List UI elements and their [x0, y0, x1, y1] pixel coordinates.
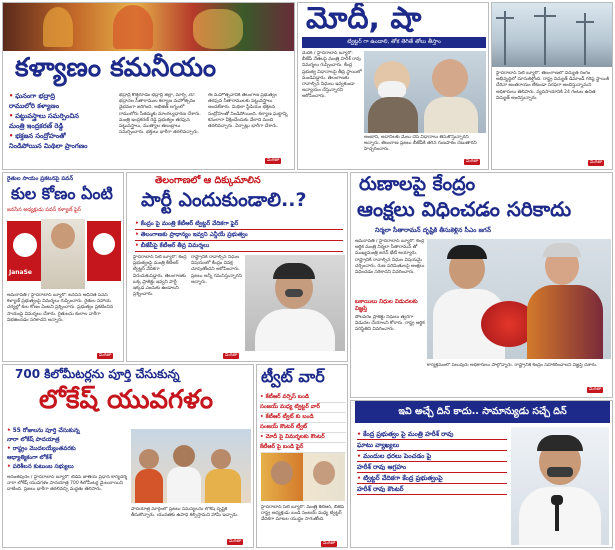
jagan-col1: అమరావతి / హైదరాబాద్ బ్యూరో: కేంద్ర ఆర్థిక మంత్రి నిర్మలా సీతారామన్ తో ముఖ్యమంత్రి జగన్ భేటీ అయ్యారు. రాష్ట్రానికి రావాల్సిన నిధుల విషయమై చర్చించారు. రుణ పరిమితులపై ఆంక్షలు విధించడం సరికాదని వివరించారు.	[355, 239, 425, 276]
pawan-kicker: రైతుల సాయం ప్రకటనపై పవన్	[7, 176, 74, 182]
lokesh-headline: లోకేష్ యువగళం	[39, 385, 214, 415]
lokesh-bullet: నారా లోకేష్ పాదయాత్ర	[7, 437, 60, 443]
tweet-photo	[261, 453, 345, 501]
panel-kalyanam	[2, 2, 295, 170]
kalyanam-headline: కళ్యాణం కమనీయం	[15, 53, 217, 83]
jagan-col2: పోలవరం ప్రాజెక్టు నిధులు త్వరగా విడుదల చేయాలని కోరారు. రాష్ట్ర ఆర్థిక పరిస్థితిని వివరించారు.	[355, 315, 425, 333]
panel-tweet-war	[256, 364, 348, 548]
power-photo	[492, 3, 613, 67]
more-link[interactable]: మిగతా	[225, 353, 238, 358]
modi-subtitle: ట్విట్టర్ గా ఉండాలి, తోక తెగితే తోలు తీస్తాం	[302, 37, 486, 48]
more-link[interactable]: మిగతా	[229, 539, 242, 544]
harish-headline: ఇవి అచ్చే దిన్ కాదు.. సామాన్యుడు సచ్చే దిన్	[355, 401, 610, 423]
kalyanam-bullet: రాములోరి కళ్యాణం	[9, 102, 60, 110]
kalyanam-bullet: మంత్రి ఇంద్రకరణ్ రెడ్డి	[9, 122, 64, 130]
tweet-headline: ట్వీట్ వార్	[261, 367, 325, 386]
lokesh-photo	[131, 429, 251, 503]
modi-photo	[364, 51, 486, 133]
panel-harish	[350, 400, 613, 548]
kalyanam-bullet: • ఘనంగా భద్రాద్రి	[9, 92, 55, 100]
jagan-headline1: రుణాలపై కేంద్రం	[359, 173, 476, 195]
tweet-bullet: • కేటీఆర్ ట్వీట్ కు బండి	[260, 413, 346, 423]
more-link[interactable]: మిగతా	[466, 159, 479, 164]
power-col1: హైదరాబాద్ సిటీ బ్యూరో: తెలంగాణలో విద్యుత్ రంగం అభివృద్ధిలో దూసుకెళ్తోంది. రాష్ట్ర విద్యుత్ డిమాండ్ గరిష్ఠ స్థాయికి చేరినా అంతరాయం లేకుండా సరఫరా అందిస్తున్నామని అధికారులు తెలిపారు. వ్యవసాయానికి 24 గంటల ఉచిత విద్యుత్ అందిస్తున్నారు.	[496, 71, 610, 101]
harish-bullet: • మందుల ధరలు పెంచడం పై	[357, 451, 507, 462]
jagan-photo	[427, 239, 611, 359]
panel-modi-shah	[297, 2, 489, 170]
lokesh-bullets	[7, 427, 127, 472]
modi-headline: మోదీ, షా	[306, 2, 422, 36]
more-link[interactable]: మిగతా	[589, 387, 602, 392]
jagan-col3: కార్యక్రమంలో పలువురు అధికారులు పాల్గొన్నారు. రాష్ట్రానికి కేంద్రం సహకరించాలని విజ్ఞప్తి చేశారు.	[427, 363, 598, 368]
ktr-bullets	[135, 219, 343, 252]
harish-bullet: హరీశ్ రావు ఆగ్రహం	[357, 462, 507, 473]
harish-bullet: ఘాటు వ్యాఖ్యలు	[357, 440, 507, 451]
panel-ktr	[126, 172, 348, 362]
panel-pawan	[2, 172, 124, 362]
kalyanam-bullets	[9, 91, 117, 151]
tweet-bullet: కేటీఆర్ పై బండి ఫైర్	[260, 443, 346, 453]
more-link[interactable]: మిగతా	[99, 353, 112, 358]
pawan-subtitle: జనసేన అధ్యక్షుడు పవన్ కళ్యాణ్ ఫైర్	[7, 207, 81, 213]
kalyanam-col2: ఈ మహోత్సవానికి తెలంగాణ ప్రభుత్వం తరఫున సీతారాములకు పట్టువస్త్రాలు అందజేశారు. మిథిలా స్టేడియం భక్తజన సంద్రోహంతో నిండిపోయింది. కల్యాణ ఘట్టాన్ని కనులారా వీక్షించేందుకు వేలాది మంది తరలివచ్చారు. ఏర్పాట్లు భారీగా చేశారు.	[208, 93, 288, 130]
harish-bullet: హరీశ్ రావు కౌంటర్	[357, 484, 507, 495]
harish-photo	[511, 427, 609, 545]
tweet-bullet: • మోదీ పై విమర్శలకు కౌంటర్	[260, 433, 346, 443]
more-link[interactable]: మిగతా	[267, 158, 280, 163]
lokesh-bullet: • 55 రోజులను పూర్తి చేసుకున్న	[7, 428, 80, 434]
jagan-quote-head: బకాయిలు నిధుల విడుదలకు విజ్ఞప్తి	[355, 299, 418, 312]
panel-jagan	[350, 172, 613, 398]
jagan-subtitle: నిర్మలా సీతారామన్ దృష్టికి తీసుకెళ్లిన సీఎం జగన్	[375, 227, 491, 234]
tweet-bullet: • కేటీఆర్ వర్సెస్ బండి	[260, 393, 346, 403]
kalyanam-bullet: నిండిపోయిన మిథిలా ప్రాంగణం	[9, 142, 88, 150]
kalyanam-col1: భద్రాద్రి కొత్తగూడెం భద్రాద్రి జిల్లా, మార్చి 30: భద్రాచల సీతారాముల కల్యాణ మహోత్సవం వైభవంగా జరిగింది. అభిజిత్ లగ్నంలో రాములోరు సీతమ్మకు మాంగల్యధారణ చేశారు. మంత్రి ఇంద్రకరణ్ రెడ్డి ప్రభుత్వం తరఫున పట్టువస్త్రాలు, ముత్యాల తలంబ్రాలు సమర్పించారు. భక్తులు భారీగా తరలివచ్చారు.	[119, 93, 201, 136]
ktr-col2: రాష్ట్రానికి రావాల్సిన నిధుల విషయంలో కేంద్రం వివక్ష చూపుతోందని ఆరోపించారు. ప్రజలు అన్నీ గమనిస్తున్నారని అన్నారు.	[191, 255, 242, 285]
harish-bullet: • ట్విట్టర్ వేదికగా కేంద్ర ప్రభుత్వంపై	[357, 473, 507, 484]
panel-lokesh	[2, 364, 254, 548]
lokesh-bullet: • రాష్ట్రం మొదలయ్యేంతవరకు	[7, 446, 76, 452]
pawan-photo	[7, 215, 121, 289]
pawan-body: అమరావతి / హైదరాబాద్ బ్యూరో: జనసేన అధినేత పవన్ కళ్యాణ్ ప్రభుత్వంపై విమర్శలు గుప్పించారు. రైతుల సహాయ చర్యల్లో కుల కోణం ఏంటని ప్రశ్నించారు. ప్రభుత్వం ప్రకటించిన సాయంపై విమర్శలు చేశారు. రైతులను కులాల వారీగా విభజించడం సరికాదని అన్నారు.	[7, 293, 114, 323]
lokesh-kicker: 700 కిలోమీటర్లను పూర్తి చేసుకున్న	[15, 367, 180, 381]
ktr-kicker: తెలంగాణలో ఆ దిక్కుమాలిన	[155, 175, 261, 186]
more-link[interactable]: మిగతా	[590, 160, 603, 165]
lokesh-col2: పాదయాత్ర మార్గంలో ప్రజలు సమస్యలను లోకేష్ దృష్టికి తీసుకొచ్చారు. యువతకు ఉపాధి కల్పిస్తామని హామీ ఇచ్చారు.	[131, 507, 239, 519]
ktr-col1: హైదరాబాద్ సిటీ బ్యూరో: కేంద్ర ప్రభుత్వంపై మంత్రి కేటీఆర్ ట్విట్టర్ వేదికగా విరుచుకుపడ్డారు. తెలంగాణకు ఒక్క ప్రాజెక్టు ఇవ్వని పార్టీ ఇక్కడ ఎందుకు ఉండాలని ప్రశ్నించారు.	[133, 255, 187, 298]
ktr-photo	[245, 255, 345, 351]
panel-power	[491, 2, 613, 170]
pawan-headline: కుల కోణం ఏంటి	[11, 184, 113, 203]
kalyanam-bullet: • పట్టువస్త్రాలు సమర్పించిన	[9, 112, 79, 120]
janasena-logo: JanaSe	[9, 269, 32, 276]
lokesh-bullet: • పరిశీలన కుటుంబ సభ్యులు	[7, 464, 74, 470]
lokesh-bullet: ఆధ్యాత్మికంగా లోకేశ్	[7, 455, 52, 461]
tweet-body: హైదరాబాద్ సిటీ బ్యూరో: మంత్రి కేటీఆర్, బీజేపీ రాష్ట్ర అధ్యక్షుడు బండి సంజయ్ మధ్య ట్విట్టర్ వేదికగా మాటల యుద్ధం సాగుతోంది.	[261, 505, 345, 523]
modi-col1: మెదక్ / హైదరాబాద్ బ్యూరో: బీజేపీ నేతలపై మంత్రి హరీశ్ రావు విమర్శలు గుప్పించారు. కేంద్ర ప్రభుత్వ విధానాలపై తీవ్ర స్థాయిలో మండిపడ్డారు. తెలంగాణకు రావాల్సిన నిధులు ఇవ్వకుండా అన్యాయం చేస్తున్నారని ఆరోపించారు.	[302, 51, 362, 100]
ktr-headline: పార్టీ ఎందుకుండాలి..?	[141, 189, 307, 211]
tweet-bullet: సంజయ్ కౌంటర్ ట్వీట్	[260, 423, 346, 433]
tweet-bullet: సంజయ్ మధ్య ట్విట్టర్ వార్	[260, 403, 346, 413]
jagan-headline2: ఆంక్షలు విధించడం సరికాదు	[357, 197, 572, 221]
more-link[interactable]: మిగతా	[323, 541, 336, 546]
harish-bullet: • కేంద్ర ప్రభుత్వం పై మంత్రి హరీశ్ రావు	[357, 429, 507, 440]
harish-bullets	[357, 429, 507, 495]
ktr-bullet: • బీజేపీపై కేటీఆర్ తీవ్ర విమర్శలు	[135, 241, 343, 252]
ktr-bullet: • కేంద్రం పై మంత్రి కేటీఆర్ ట్విట్టర్ వేదికగా ఫైర్	[135, 219, 343, 230]
ktr-bullet: • తెలంగాణకు ప్రాధాన్యం ఇవ్వని ఎన్డీయే ప్రభుత్వం	[135, 230, 343, 241]
modi-col2: అంబానీ, అదానీలకు మేలు చేసే విధానాలు తీసుకొస్తున్నారని అన్నారు. తెలంగాణ ప్రజలు బీజేపీకి తగిన గుణపాఠం చెబుతారని హెచ్చరించారు.	[364, 135, 477, 153]
lokesh-col1: అనంతపురం / హైదరాబాద్ బ్యూరో: టీడీపీ జాతీయ ప్రధాన కార్యదర్శి నారా లోకేష్ యువగళం పాదయాత్ర 700 కిలోమీటర్ల మైలురాయిని దాటింది. ప్రజలు భారీగా తరలివచ్చి మద్దతు తెలిపారు.	[7, 475, 128, 493]
kalyanam-photo	[3, 3, 295, 51]
tweet-bullets	[260, 393, 346, 453]
kalyanam-bullet: • భక్తజన సంద్రోహంతో	[9, 132, 66, 140]
